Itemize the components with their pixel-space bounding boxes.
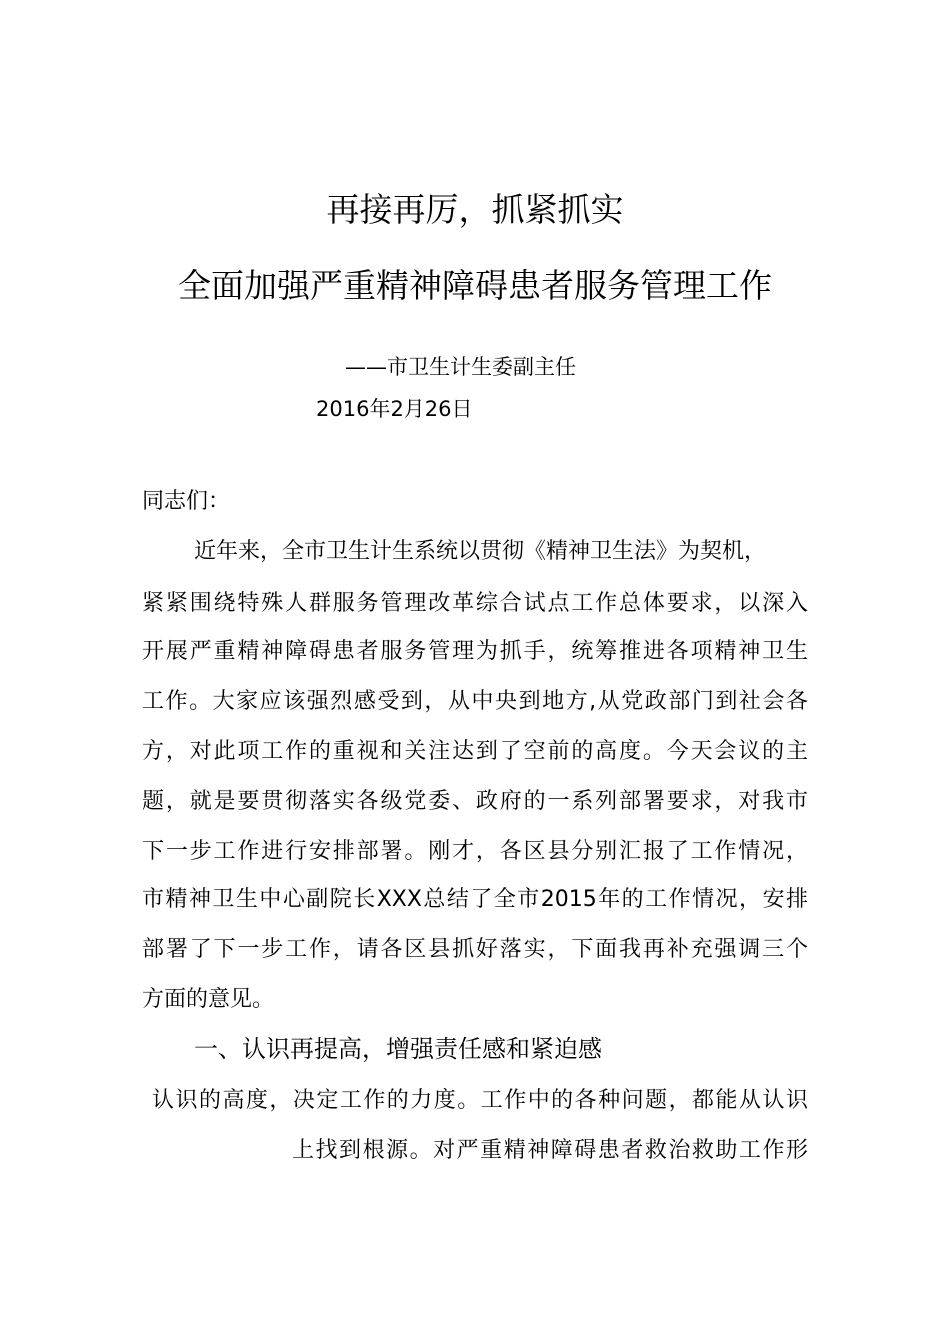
paragraph-line: 下一步工作进行安排部署。刚才，各区县分别汇报了工作情况， [142,839,808,864]
document-date: 2016年2月26日 [316,397,473,421]
document-author: ——市卫生计生委副主任 [345,355,576,379]
paragraph-line: 题，就是要贯彻落实各级党委、政府的一系列部署要求，对我市 [142,789,808,814]
document-title-line-1: 再接再厉，抓紧抓实 [326,190,624,229]
paragraph-line: 市精神卫生中心副院长XXX总结了全市2015年的工作情况，安排 [142,887,808,912]
paragraph-line: 部署了下一步工作，请各区县抓好落实，下面我再补充强调三个 [142,937,808,962]
document-title-line-2: 全面加强严重精神障碍患者服务管理工作 [178,266,772,305]
section-1-heading: 一、认识再提高，增强责任感和紧迫感 [194,1035,602,1063]
paragraph-line: 近年来，全市卫生计生系统以贯彻《精神卫生法》为契机， [194,539,767,564]
paragraph-line: 工作。大家应该强烈感受到，从中央到地方,从党政部门到社会各 [142,689,808,714]
paragraph-line: 开展严重精神障碍患者服务管理为抓手，统筹推进各项精神卫生 [142,639,808,664]
section-1-line: 上找到根源。对严重精神障碍患者救治救助工作形 [292,1138,808,1163]
salutation: 同志们： [142,489,231,514]
paragraph-line: 方面的意见。 [142,987,275,1012]
paragraph-line: 方，对此项工作的重视和关注达到了空前的高度。今天会议的主 [142,739,808,764]
section-1-line: 认识的高度，决定工作的力度。工作中的各种问题，都能从认识 [152,1088,808,1113]
paragraph-line: 紧紧围绕特殊人群服务管理改革综合试点工作总体要求，以深入 [142,591,808,616]
